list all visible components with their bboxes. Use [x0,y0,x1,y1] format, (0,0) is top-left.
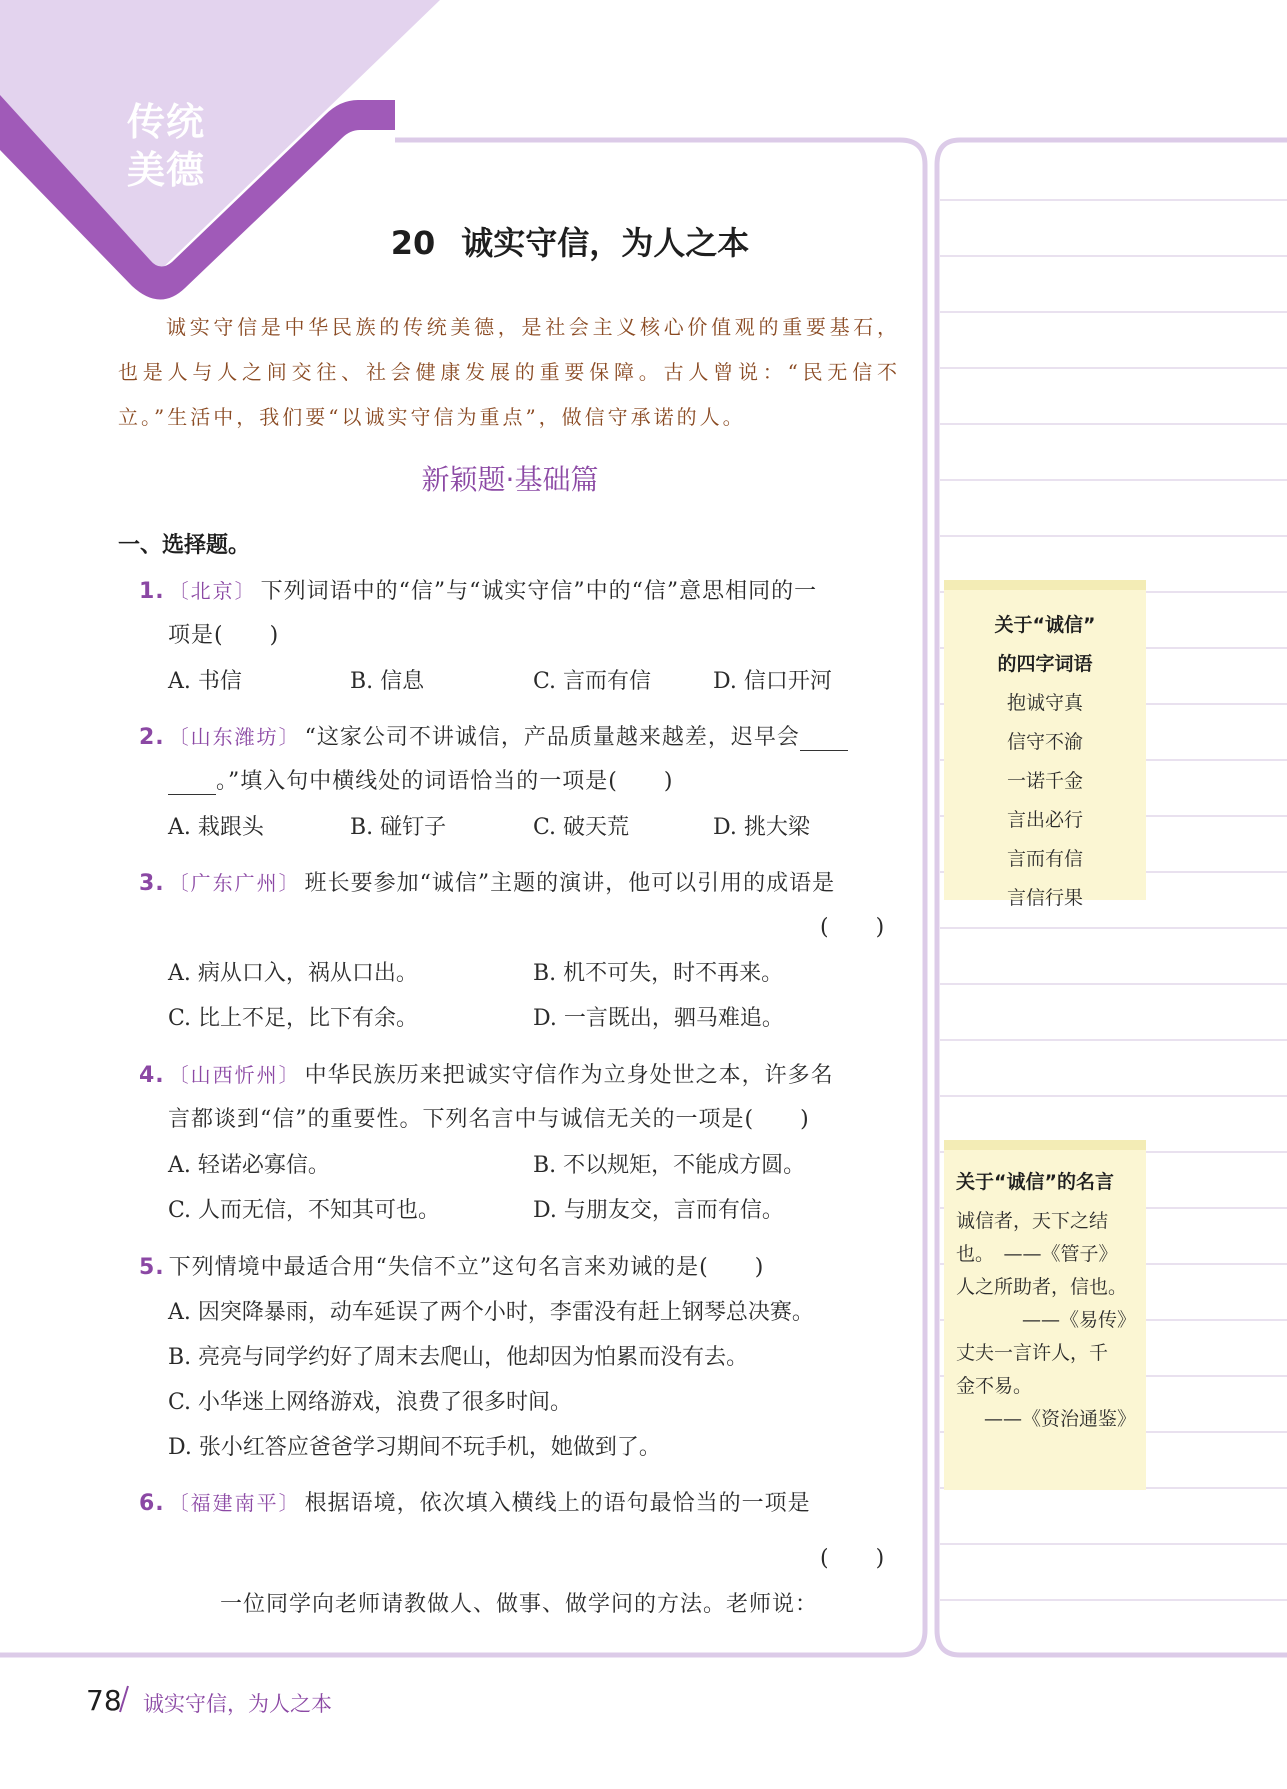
question-5-option-d[interactable]: D. 张小红答应爸爸学习期间不玩手机，她做到了。 [168,1435,661,1460]
question-text: 下列词语中的“信”与“诚实守信”中的“信”意思相同的一 [260,579,818,604]
question-1-option-c[interactable]: C. 言而有信 [533,669,652,694]
question-number: 3. [139,871,165,896]
intro-paragraph: 诚实守信是中华民族的传统美德，是社会主义核心价值观的重要基石，也是人与人之间交往、社会健康发展的重要保障。古人曾说：“民无信不立。”生活中，我们要“以诚实守信为重点”，做信守承诺的人。 [118,315,900,429]
question-number: 1. [139,579,165,604]
question-4-line2: 言都谈到“信”的重要性。下列名言中与诚信无关的一项是( ) [168,1107,810,1132]
note-item: 言出必行 [1006,809,1083,831]
question-4-line1 [139,1058,834,1089]
question-6-line2: 一位同学向老师请教做人、做事、做学问的方法。老师说： [220,1592,819,1617]
footer-title: 诚实守信，为人之本 [143,1692,332,1716]
question-text: 中华民族历来把诚实守信作为立身处世之本，许多名 [304,1063,834,1088]
answer-blank[interactable] [800,728,848,751]
question-number: 2. [139,725,165,750]
question-source: 〔福建南平〕 [168,1491,301,1515]
saying-line: 也。 ——《管子》 [956,1243,1118,1265]
question-text: “这家公司不讲诚信，产品质量越来越差，迟早会 [304,725,800,750]
note-item: 一诺千金 [1006,770,1083,792]
note-item: 抱诚守真 [1006,692,1083,714]
question-2-option-d[interactable]: D. 挑大梁 [713,815,810,840]
question-2-option-a[interactable]: A. 栽跟头 [168,815,264,840]
question-6-line1 [139,1486,811,1517]
answer-blank[interactable] [168,772,216,795]
question-source: 〔北京〕 [168,579,257,603]
question-1-line2: 项是( ) [168,623,280,648]
note-title: 关于“诚信” [994,614,1096,636]
note-title: 的四字词语 [997,653,1093,675]
question-5-option-b[interactable]: B. 亮亮与同学约好了周末去爬山，他却因为怕累而没有去。 [168,1345,749,1370]
question-5-line1 [139,1250,764,1281]
saying-source: ——《资治通鉴》 [983,1408,1136,1430]
question-1-option-a[interactable]: A. 书信 [168,669,242,694]
lesson-title [300,218,840,264]
question-1-option-d[interactable]: D. 信口开河 [713,669,832,694]
question-3-option-a[interactable]: A. 病从口入，祸从口出。 [168,961,418,986]
question-text: 根据语境，依次填入横线上的语句最恰当的一项是 [304,1491,811,1516]
note-item: 信守不渝 [1006,731,1083,753]
question-source: 〔山东潍坊〕 [168,725,301,749]
question-number: 6. [139,1491,165,1516]
category-tag-line2: 美德 [127,148,206,192]
note-title: 关于“诚信”的名言 [956,1171,1114,1193]
saying-line: 人之所助者，信也。 [956,1276,1128,1298]
question-4-option-a[interactable]: A. 轻诺必寡信。 [168,1153,330,1178]
question-3-option-c[interactable]: C. 比上不足，比下有余。 [168,1006,419,1031]
question-2-option-b[interactable]: B. 碰钉子 [350,815,447,840]
question-2-option-c[interactable]: C. 破天荒 [533,815,630,840]
subheading: 新颖题·基础篇 [421,463,599,496]
lesson-title-text: 诚实守信，为人之本 [461,224,750,262]
question-3-line1 [139,866,835,897]
question-3-option-d[interactable]: D. 一言既出，驷马难追。 [533,1006,784,1031]
saying-source: ——《易传》 [1021,1309,1136,1331]
lesson-number: 20 [390,224,436,262]
section-heading: 一、选择题。 [118,533,251,558]
question-4-option-d[interactable]: D. 与朋友交，言而有信。 [533,1198,784,1223]
question-source: 〔广东广州〕 [168,871,301,895]
page-number: 78 [86,1684,122,1717]
question-6-answer-paren[interactable]: ( ) [820,1546,886,1571]
question-text: 班长要参加“诚信”主题的演讲，他可以引用的成语是 [304,871,836,896]
saying-line: 金不易。 [956,1375,1033,1397]
note-item: 言而有信 [1006,848,1083,870]
question-3-answer-paren[interactable]: ( ) [820,915,886,940]
question-2-line2 [168,764,673,795]
note-four-character-words [944,606,1146,918]
question-5-option-a[interactable]: A. 因突降暴雨，动车延误了两个小时，李雷没有赶上钢琴总决赛。 [168,1300,814,1325]
saying-line: 丈夫一言许人，千 [956,1342,1109,1364]
question-text: 。”填入句中横线处的词语恰当的一项是( ) [216,769,674,794]
question-source: 〔山西忻州〕 [168,1063,301,1087]
question-number: 4. [139,1063,165,1088]
question-4-option-b[interactable]: B. 不以规矩，不能成方圆。 [533,1153,806,1178]
question-2-line1 [139,720,848,751]
question-text: 下列情境中最适合用“失信不立”这句名言来劝诫的是( ) [168,1255,765,1280]
question-1-option-b[interactable]: B. 信息 [350,669,425,694]
saying-line: 诚信者，天下之结 [956,1210,1109,1232]
question-1-line1 [139,574,817,605]
category-tag-line1: 传统 [127,100,206,144]
question-5-option-c[interactable]: C. 小华迷上网络游戏，浪费了很多时间。 [168,1390,573,1415]
question-4-option-c[interactable]: C. 人而无信，不知其可也。 [168,1198,441,1223]
note-item: 言信行果 [1006,887,1083,909]
question-number: 5. [139,1255,165,1280]
note-famous-sayings [956,1166,1136,1436]
question-3-option-b[interactable]: B. 机不可失，时不再来。 [533,961,784,986]
